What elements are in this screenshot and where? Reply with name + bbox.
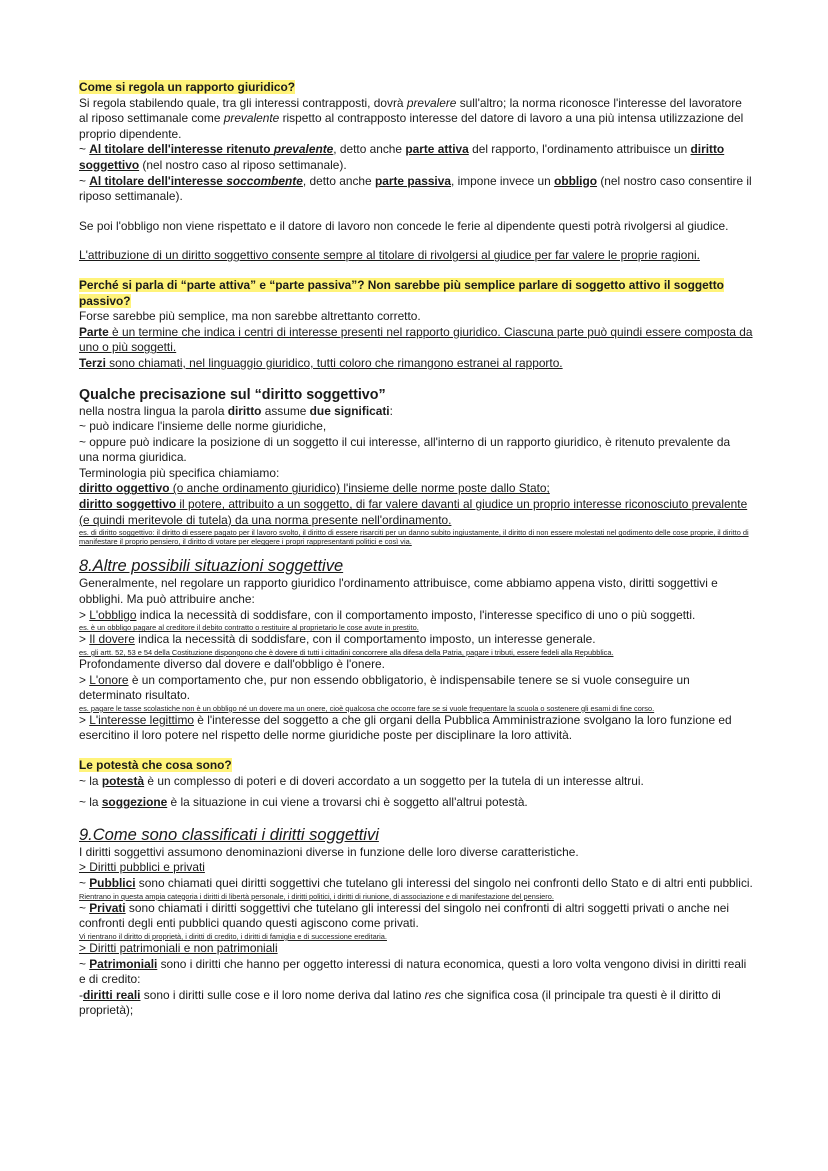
list-item: ~ può indicare l'insieme delle norme giuridiche, [79, 419, 327, 434]
list-item: > L'onore è un comportamento che, pur non essendo obbligatorio, è indispensabile tenere se si vuole conseguire un determinato risultato. [79, 672, 690, 703]
list-item: ~ Pubblici sono chiamati quei diritti soggettivi che tutelano gli interessi del singolo nei confronti dello Stato e di altri enti pubblici. [79, 876, 753, 891]
example-note: es. gli artt. 52, 53 e 54 della Costituzione dispongono che è dovere di tutti i cittadini concorrere alla difesa della Patria, pagare i tributi, essere fedeli alla Repubblica. [79, 647, 614, 657]
list-item: ~ la potestà è un complesso di poteri e di doveri accordato a un soggetto per la tutela di un interesse altrui. [79, 773, 644, 788]
paragraph: Forse sarebbe più semplice, ma non sarebbe altrettanto corretto. [79, 309, 421, 324]
list-item: ~ oppure può indicare la posizione di un soggetto il cui interesse, all'interno di un rapporto giuridico, è ritenuto prevalente da una norma giuridica. [79, 434, 731, 465]
definition: diritto oggettivo (o anche ordinamento giuridico) l'insieme delle norme poste dallo Stato; [79, 481, 550, 496]
list-item: > L'obbligo indica la necessità di soddisfare, con il comportamento imposto, l'interesse specifico di uno o più soggetti. [79, 607, 696, 622]
list-item: ~ la soggezione è la situazione in cui viene a trovarsi chi è soggetto all'altrui potestà. [79, 795, 528, 810]
list-item: > Il dovere indica la necessità di soddisfare, con il comportamento imposto, un interesse generale. [79, 632, 596, 647]
category-heading: > Diritti pubblici e privati [79, 860, 205, 875]
paragraph: Se poi l'obbligo non viene rispettato e il datore di lavoro non concede le ferie al dipendente questi potrà rivolgersi al giudice. [79, 218, 729, 233]
paragraph: I diritti soggettivi assumono denominazioni diverse in funzione delle loro diverse caratteristiche. [79, 844, 579, 859]
list-item: ~ Al titolare dell'interesse ritenuto prevalente, detto anche parte attiva del rapporto, l'ordinamento attribuisce un diritto soggettivo (nel nostro caso al riposo settimanale). [79, 142, 725, 172]
section-heading-potesta: Le potestà che cosa sono? [79, 758, 232, 773]
example-note: es. di diritto soggettivo: il diritto di essere pagato per il lavoro svolto, il diritto di essere risarciti per un danno subito ingiustamente, il diritto di non essere molestati nel godimento delle cose proprie, il diritto di manifestare il proprio pensiero, il diritto di votare per eleggere i propri rappresentanti politici e così via. [79, 528, 749, 547]
list-item: -diritti reali sono i diritti sulle cose e il loro nome deriva dal latino res che significa cosa (il principale tra questi è il diritto di proprietà); [79, 987, 721, 1018]
paragraph: Si regola stabilendo quale, tra gli interessi contrapposti, dovrà prevalere sull'altro; la norma riconosce l'interesse del lavoratore al riposo settimanale come prevalente rispetto al contrapposto interesse del datore di lavoro a una più intensa utilizzazione del proprio dipendente. [79, 95, 744, 141]
paragraph: nella nostra lingua la parola diritto assume due significati: [79, 403, 393, 418]
list-item: > L'interesse legittimo è l'interesse del soggetto a che gli organi della Pubblica Amministrazione svolgano la loro funzione ed esercitino il loro potere nel rispetto delle norme giuridiche poste per disciplinare la loro attività. [79, 712, 732, 743]
document-page [79, 80, 753, 1019]
paragraph: Terzi sono chiamati, nel linguaggio giuridico, tutti coloro che rimangono estranei al rapporto. [79, 355, 563, 370]
section-heading-rapporto: Come si regola un rapporto giuridico? [79, 80, 296, 94]
section-heading-classificazione: 9.Come sono classificati i diritti soggettivi [79, 825, 379, 844]
section-heading-diritto-soggettivo: Qualche precisazione sul “diritto soggettivo” [79, 386, 386, 403]
example-note: es. pagare le tasse scolastiche non è un obbligo né un dovere ma un onere, cioè qualcosa che occorre fare se si vuole frequentare la scuola o sostenere gli esami di fine corso. [79, 703, 655, 713]
paragraph: Terminologia più specifica chiamiamo: [79, 465, 280, 480]
list-item: ~ Patrimoniali sono i diritti che hanno per oggetto interessi di natura economica, questi a loro volta vengono divisi in diritti reali e di credito: [79, 956, 747, 987]
example-note: es. è un obbligo pagare al creditore il debito contratto o restituire al proprietario le cose avute in prestito. [79, 623, 419, 633]
paragraph: Generalmente, nel regolare un rapporto giuridico l'ordinamento attribuisce, come abbiamo appena visto, diritti soggettivi e obblighi. Ma può attribuire anche: [79, 576, 718, 607]
category-heading: > Diritti patrimoniali e non patrimoniali [79, 941, 278, 955]
paragraph: L'attribuzione di un diritto soggettivo consente sempre al titolare di rivolgersi al giudice per far valere le proprie ragioni. [79, 248, 700, 263]
list-item: ~ Al titolare dell'interesse soccombente, detto anche parte passiva, impone invece un obbligo (nel nostro caso consentire il riposo settimanale). [79, 173, 752, 204]
paragraph: Profondamente diverso dal dovere e dall'obbligo è l'onere. [79, 657, 385, 671]
list-item: ~ Privati sono chiamati i diritti soggettivi che tutelano gli interessi del singolo nei confronti di altri soggetti privati o anche nei confronti degli enti pubblici quando questi agiscono come privati. [79, 900, 730, 931]
section-heading-parte: Perché si parla di “parte attiva” e “parte passiva”? Non sarebbe più semplice parlare di soggetto attivo il soggetto passivo? [79, 277, 724, 308]
example-note: Vi rientrano il diritto di proprietà, i diritti di credito, i diritti di famiglia e di successione ereditaria. [79, 931, 387, 941]
example-note: Rientrano in questa ampia categoria i diritti di libertà personale, i diritti politici, i diritti di riunione, di associazione e di manifestazione del pensiero. [79, 891, 554, 901]
definition: diritto soggettivo il potere, attribuito a un soggetto, di far valere davanti al giudice un proprio interesse riconosciuto prevalente (e quindi meritevole di tutela) da una norma presente nell'ordinamento. [79, 497, 748, 527]
paragraph: Parte è un termine che indica i centri di interesse presenti nel rapporto giuridico. Ciascuna parte può quindi essere composta da uno o più soggetti. [79, 324, 753, 355]
section-heading-situazioni: 8.Altre possibili situazioni soggettive [79, 557, 344, 576]
